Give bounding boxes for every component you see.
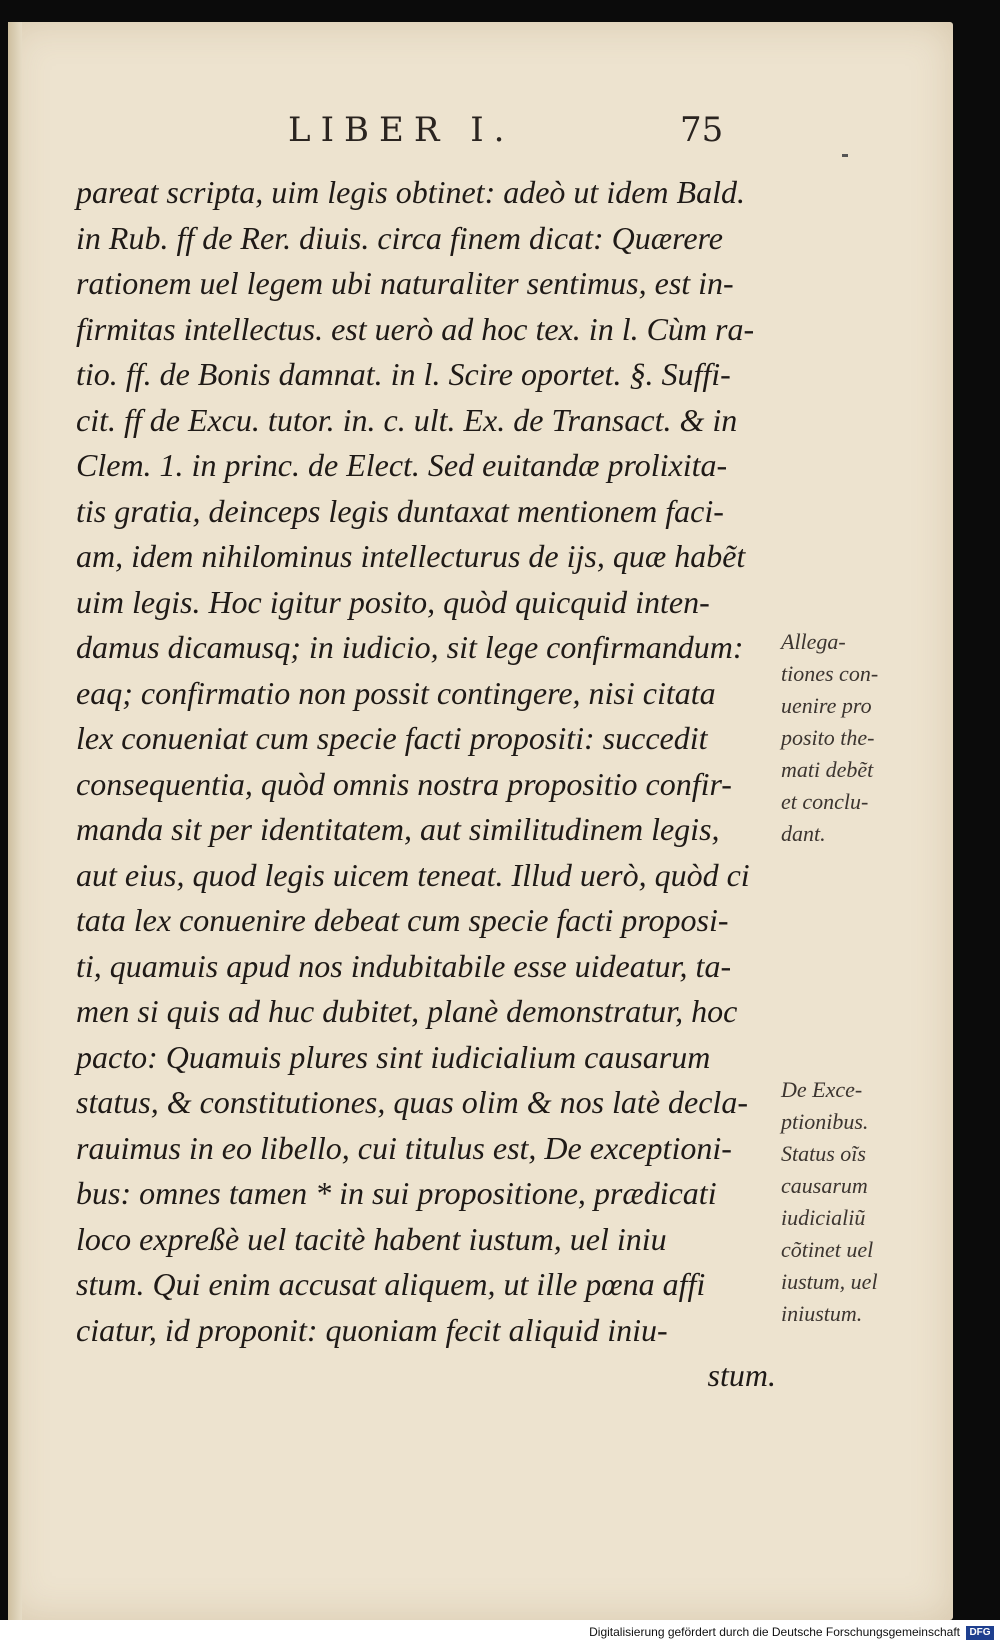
text-line: tis gratia, deinceps legis duntaxat mentionem faci- (76, 492, 724, 529)
text-line: rauimus in eo libello, cui titulus est, De exceptioni- (76, 1129, 732, 1166)
marginal-line: iustum, uel (781, 1269, 878, 1294)
text-line: cit. ff de Excu. tutor. in. c. ult. Ex. de Transact. & in (76, 401, 738, 438)
marginal-line: iudicialiũ (781, 1205, 866, 1230)
marginal-note-allegationes (781, 626, 941, 850)
text-line: pacto: Quamuis plures sint iudicialium causarum (76, 1038, 711, 1075)
text-line: tata lex conuenire debeat cum specie facti proposi- (76, 902, 729, 938)
footer-credit: Digitalisierung gefördert durch die Deutsche Forschungsgemeinschaft (589, 1625, 960, 1639)
text-line: pareat scripta, uim legis obtinet: adeò ut idem Bald. (76, 174, 745, 210)
marginal-line: causarum (781, 1173, 868, 1198)
marginal-line: posito the- (781, 725, 875, 750)
marginal-line: tiones con- (781, 661, 879, 686)
text-line: uim legis. Hoc igitur posito, quòd quicquid inten- (76, 583, 710, 620)
dfg-logo-icon: DFG (966, 1626, 994, 1640)
text-line: rationem uel legem ubi naturaliter sentimus, est in- (76, 265, 734, 301)
body-text (76, 170, 776, 1399)
marginal-line: Allega- (781, 629, 846, 654)
page-edge (8, 22, 22, 1620)
marginal-line: cõtinet uel (781, 1237, 874, 1262)
text-line: ciatur, id proponit: quoniam fecit aliquid iniu- (76, 1311, 668, 1348)
text-line: firmitas intellectus. est uerò ad hoc tex. in l. Cùm ra- (76, 310, 755, 347)
text-line: aut eius, quod legis uicem teneat. Illud uerò, quòd ci (76, 856, 750, 893)
text-line: stum. (707, 1357, 776, 1393)
footer-bar (0, 1620, 1000, 1647)
text-line: status, & constitutiones, quas olim & nos latè decla- (76, 1084, 748, 1120)
marginal-line: Status oĩs (781, 1141, 866, 1166)
ink-speck (842, 154, 848, 157)
marginal-line: dant. (781, 821, 826, 846)
text-line: stum. Qui enim accusat aliquem, ut ille pœna affi (76, 1266, 706, 1302)
text-line: tio. ff. de Bonis damnat. in l. Scire oportet. §. Suffi- (76, 356, 731, 392)
running-head (288, 110, 788, 160)
text-line: ti, quamuis apud nos indubitabile esse uideatur, ta- (76, 947, 732, 984)
text-line: am, idem nihilominus intellecturus de ijs, quæ habẽt (76, 538, 746, 574)
marginal-note-exceptionibus (781, 1074, 941, 1330)
book-page (8, 22, 953, 1620)
page-number: 75 (680, 110, 724, 150)
text-line: lex conueniat cum specie facti propositi: succedit (76, 720, 708, 756)
text-line: loco expreßè uel tacitè habent iustum, uel iniu (76, 1220, 667, 1257)
text-line: in Rub. ff de Rer. diuis. circa finem dicat: Quærere (76, 219, 723, 256)
marginal-line: uenire pro (781, 693, 872, 718)
text-line: Clem. 1. in princ. de Elect. Sed euitandæ prolixita- (76, 447, 728, 483)
marginal-line: et conclu- (781, 789, 869, 814)
running-head-title: LIBER I. (288, 110, 515, 150)
text-line: manda sit per identitatem, aut similitudinem legis, (76, 811, 720, 847)
marginal-line: iniustum. (781, 1301, 863, 1326)
marginal-line: De Exce- (781, 1077, 863, 1102)
text-line: eaq; confirmatio non possit contingere, nisi citata (76, 674, 716, 711)
marginal-line: ptionibus. (781, 1109, 869, 1134)
text-line: damus dicamusq; in iudicio, sit lege confirmandum: (76, 629, 744, 665)
text-line: men si quis ad huc dubitet, planè demonstratur, hoc (76, 993, 738, 1029)
text-line: bus: omnes tamen * in sui propositione, prædicati (76, 1175, 717, 1211)
text-line: consequentia, quòd omnis nostra propositio confir- (76, 765, 732, 802)
marginal-line: mati debẽt (781, 757, 874, 782)
